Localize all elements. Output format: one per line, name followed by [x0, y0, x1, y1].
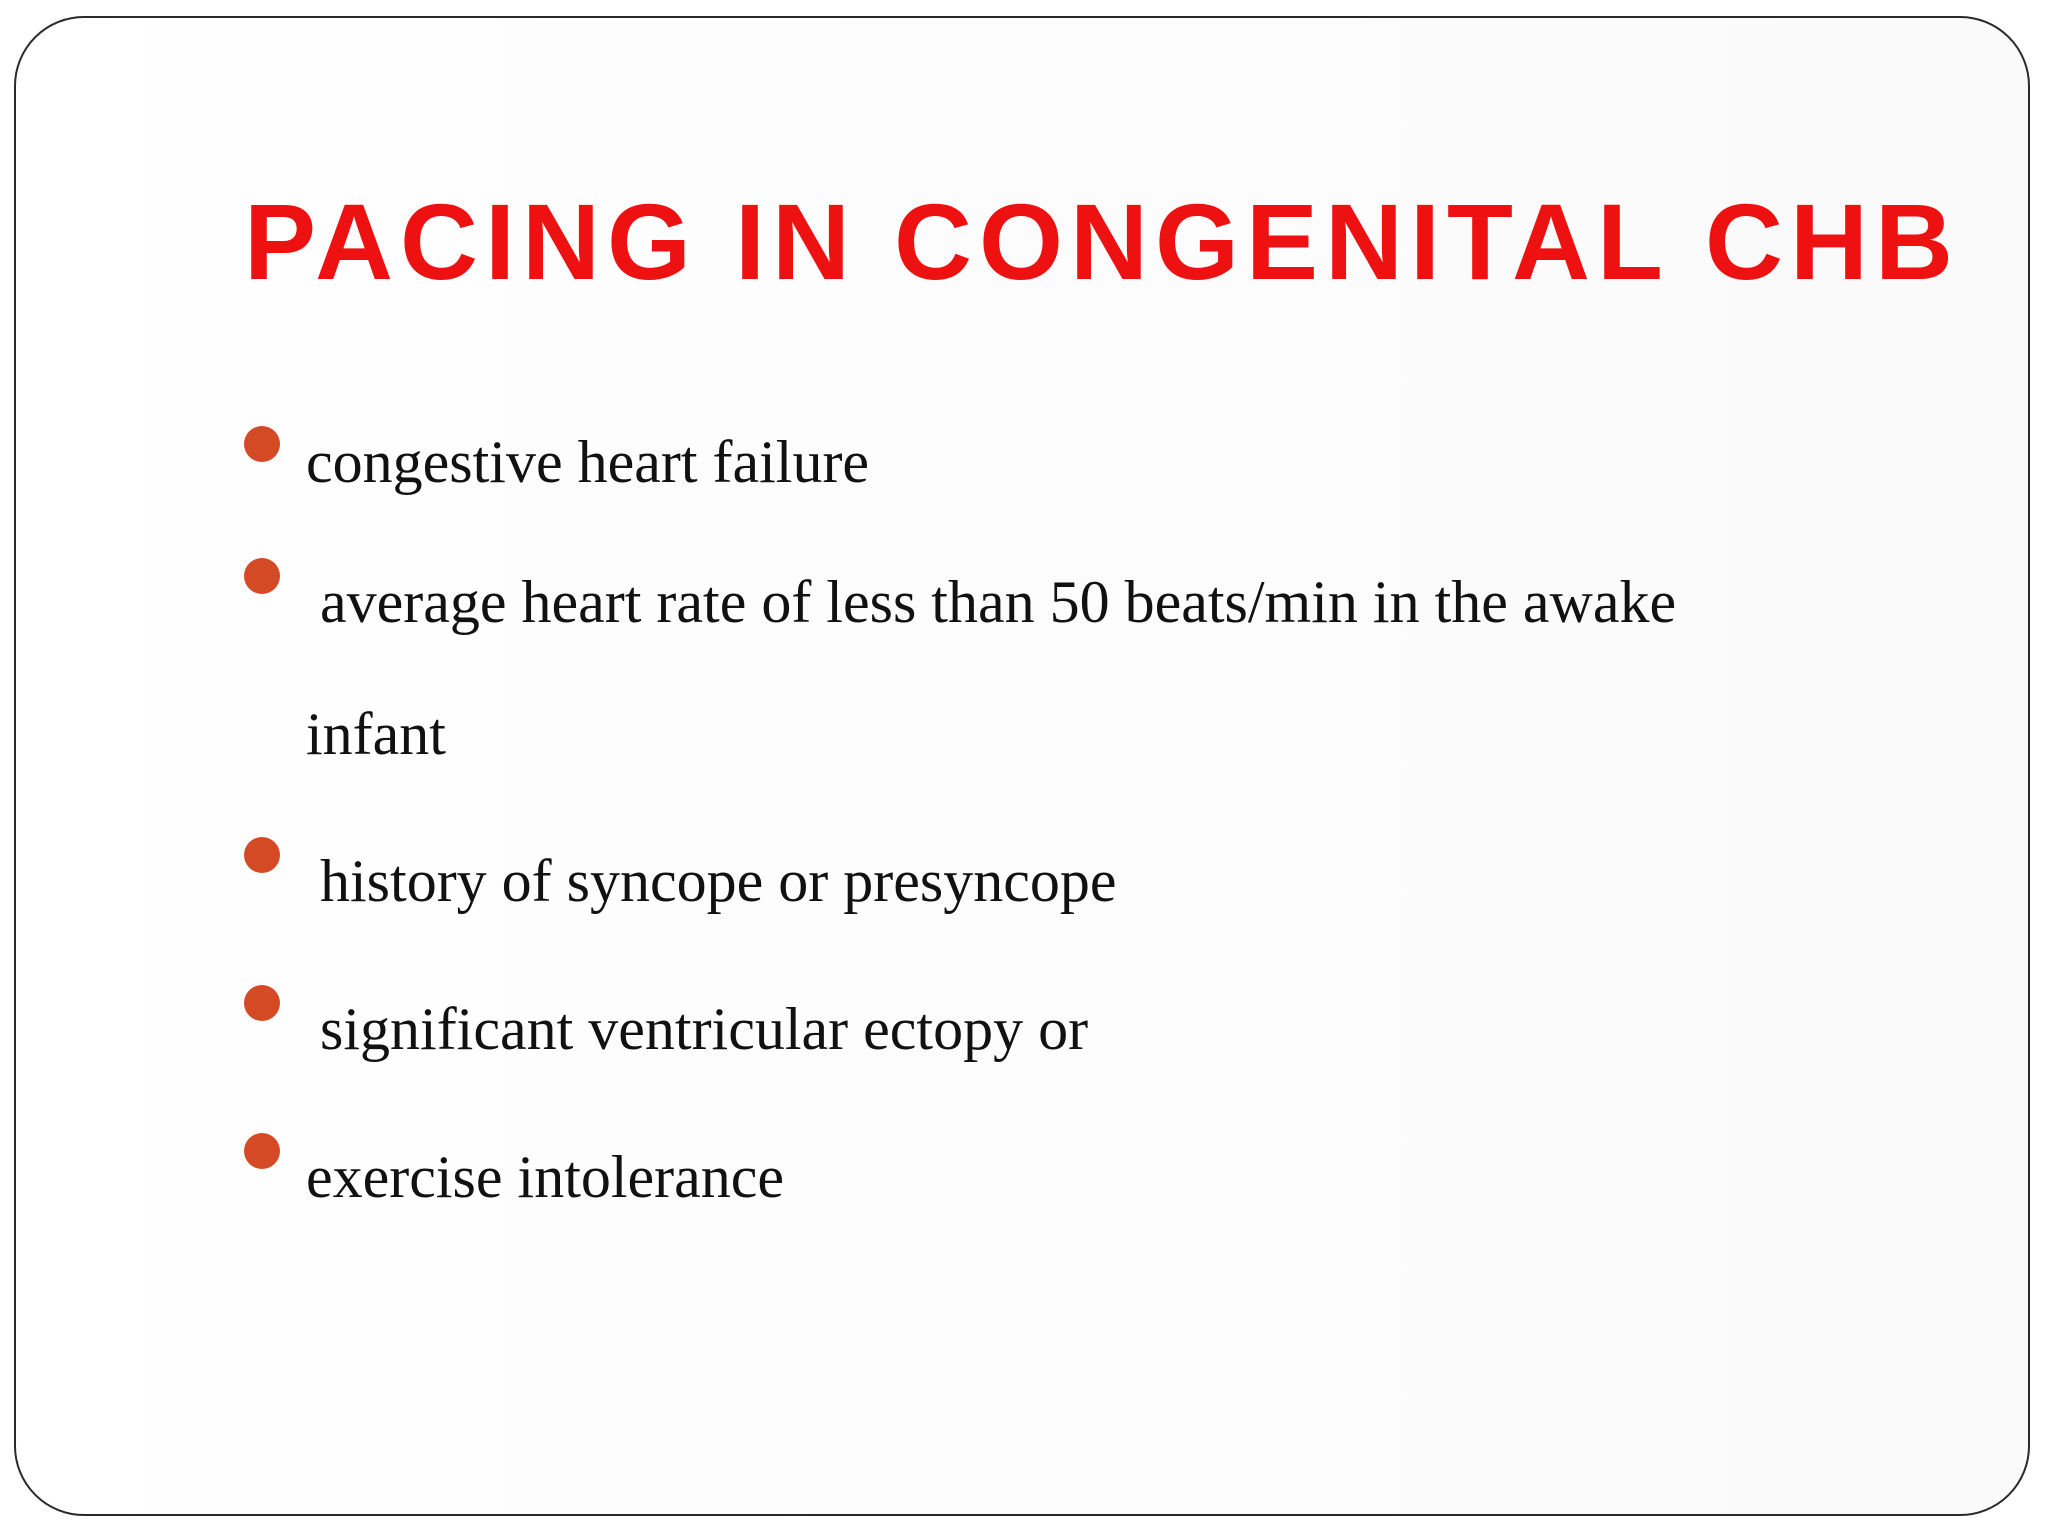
bullet-list — [244, 406, 1944, 1258]
bullet-dot-icon — [244, 558, 280, 594]
bullet-text-line: infant — [306, 701, 446, 767]
list-item — [244, 406, 1944, 518]
bullet-text — [306, 536, 1926, 800]
list-item — [244, 536, 1944, 800]
bullet-dot-icon — [244, 1133, 280, 1169]
bullet-dot-icon — [244, 426, 280, 462]
slide — [14, 16, 2030, 1516]
bullet-dot-icon — [244, 985, 280, 1021]
slide-title: PACING IN CONGENITAL CHB — [244, 181, 1961, 302]
bullet-dot-icon — [244, 837, 280, 873]
bullet-text: significant ventricular ectopy or — [320, 996, 1089, 1062]
list-item — [244, 1111, 1944, 1243]
bullet-text: history of syncope or presyncope — [320, 848, 1117, 914]
bullet-text: congestive heart failure — [306, 429, 870, 495]
bullet-text: exercise intolerance — [306, 1144, 785, 1210]
list-item — [244, 963, 1944, 1095]
bullet-text-line: average heart rate of less than 50 beats/min in the awake — [320, 569, 1677, 635]
list-item — [244, 815, 1944, 947]
